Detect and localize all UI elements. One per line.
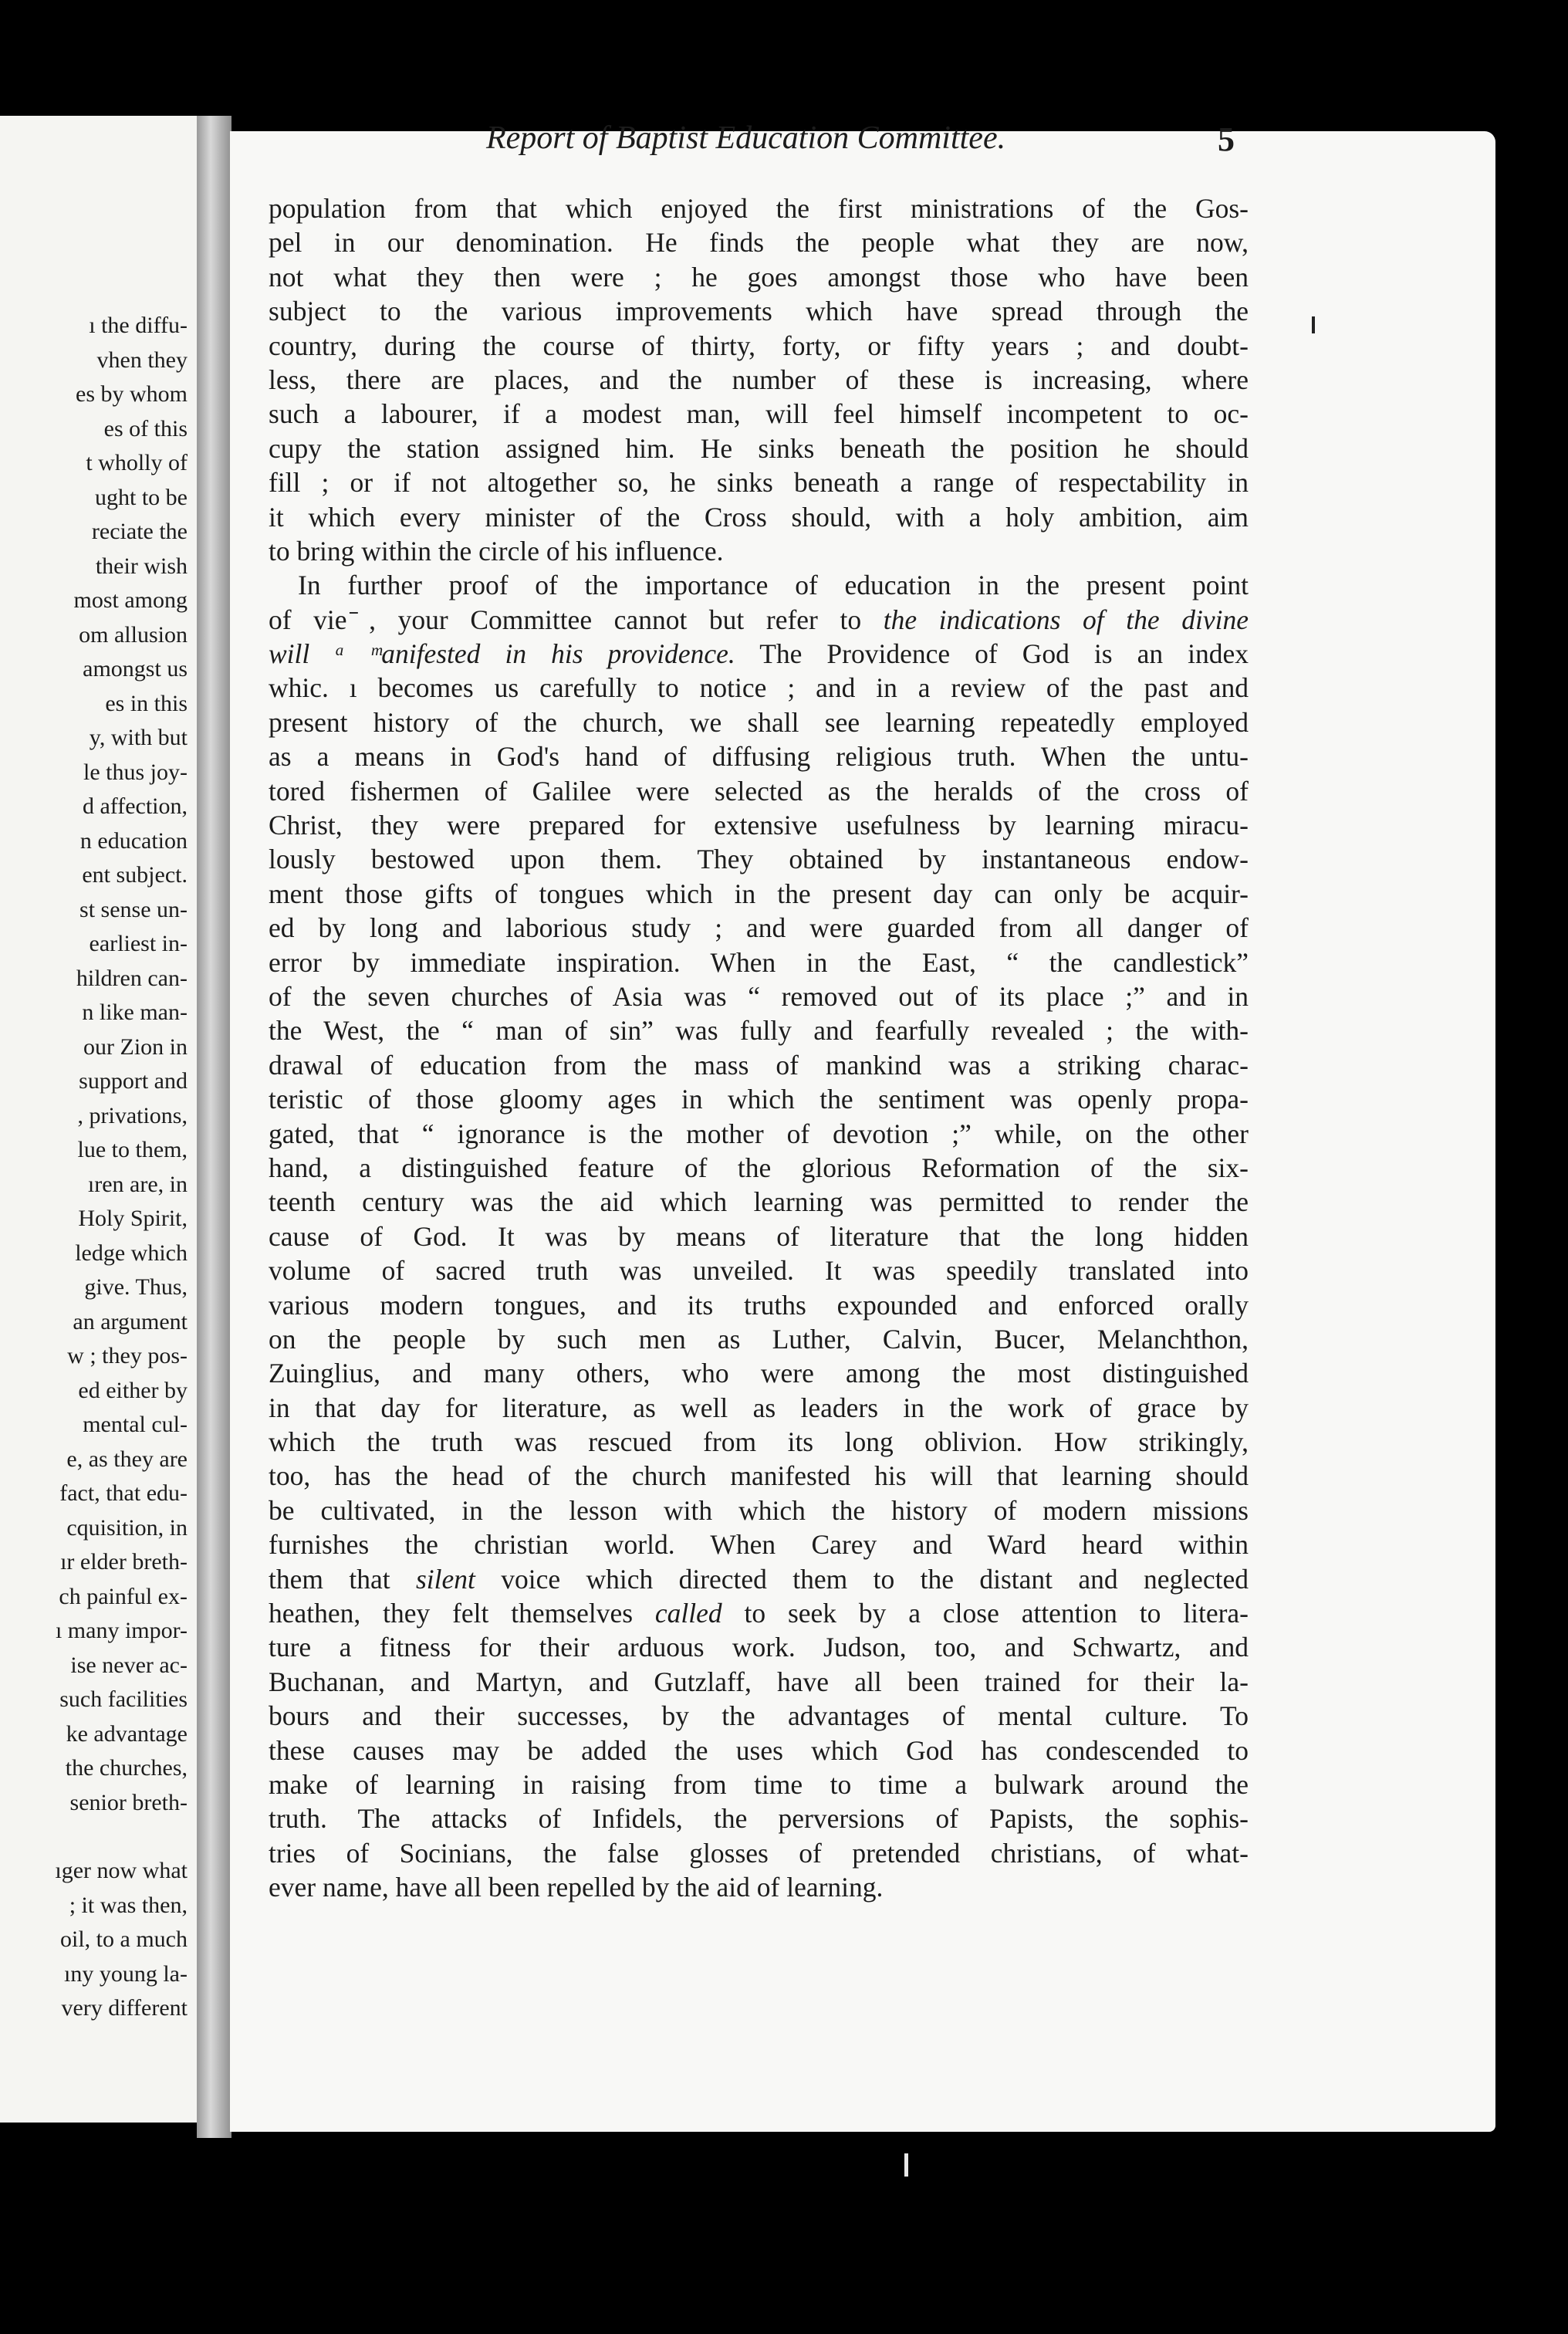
text-line: error by immediate inspiration. When in the East, “ the candlestick”	[269, 946, 1249, 978]
facing-page-line: vhen they	[96, 347, 188, 373]
text-line	[269, 1596, 1249, 1630]
text-line: furnishes the christian world. When Carey and Ward heard within	[269, 1529, 1249, 1561]
running-head	[255, 120, 1235, 166]
text-line: gated, that “ ignorance is the mother of devotion ;” while, on the other	[269, 1118, 1249, 1149]
text-line: be cultivated, in the lesson with which the history of modern missions	[269, 1494, 1249, 1526]
text-line: drawal of education from the mass of mankind was a striking charac-	[269, 1049, 1249, 1081]
text-line: these causes may be added the uses which God has condescended to	[269, 1734, 1249, 1766]
text-run: The Providence of God is an index	[735, 638, 1249, 670]
facing-page-line: ch painful ex-	[59, 1583, 188, 1609]
facing-page-line: w ; they pos-	[67, 1343, 188, 1368]
page-number: 5	[1218, 120, 1235, 158]
text-line: ed by long and laborious study ; and were guarded from all danger of	[269, 912, 1249, 944]
text-line: such a labourer, if a modest man, will feel himself incompetent to oc-	[269, 398, 1249, 430]
facing-page-line: reciate the	[91, 519, 188, 544]
text-line	[269, 637, 1249, 671]
facing-page-line: ledge which	[75, 1240, 188, 1266]
facing-page-line: le thus joy-	[83, 759, 188, 785]
text-run: them that	[269, 1563, 416, 1595]
facing-page-line: earliest in-	[89, 931, 188, 956]
text-line: the West, the “ man of sin” was fully and fearfully revealed ; the with-	[269, 1015, 1249, 1047]
italic-run: called	[654, 1598, 722, 1629]
facing-page-line: mental cul-	[83, 1412, 188, 1437]
facing-page-line: such facilities	[59, 1686, 188, 1712]
text-run: voice which directed them to the distant and neglected	[475, 1563, 1249, 1595]
facing-page-line: hildren can-	[76, 965, 188, 991]
text-line: subject to the various improvements which have spread through the	[269, 296, 1249, 327]
text-line: tries of Socinians, the false glosses of pretended christians, of what-	[269, 1837, 1249, 1869]
text-line: cause of God. It was by means of literature that the long hidden	[269, 1220, 1249, 1252]
text-line	[269, 603, 1249, 637]
facing-page-line: ıren are, in	[87, 1171, 188, 1197]
text-line: population from that which enjoyed the first ministrations of the Gos-	[269, 193, 1249, 224]
running-title: Report of Baptist Education Committee.	[486, 120, 1006, 156]
facing-page-line: fact, that edu-	[59, 1480, 188, 1506]
text-line: whic. ı becomes us carefully to notice ; and in a review of the past and	[269, 672, 1249, 704]
text-line: fill ; or if not altogether so, he sinks beneath a range of respectability in	[269, 467, 1249, 499]
text-line: make of learning in raising from time to time a bulwark around the	[269, 1768, 1249, 1800]
facing-page-line: our Zion in	[83, 1033, 188, 1060]
text-run: of vie ̄, your Committee cannot but refer to	[269, 604, 884, 635]
text-line: tored fishermen of Galilee were selected as the heralds of the cross of	[269, 775, 1249, 807]
facing-page-line: om allusion	[79, 621, 188, 648]
facing-page-line: oil, to a much	[60, 1926, 188, 1952]
facing-page-line: ke advantage	[66, 1720, 188, 1747]
text-line: hand, a distinguished feature of the glorious Reformation of the six-	[269, 1152, 1249, 1183]
facing-page-line: es in this	[105, 690, 188, 716]
facing-page-line: most among	[73, 587, 188, 613]
facing-page-line: the churches,	[65, 1755, 188, 1781]
text-line: too, has the head of the church manifested his will that learning should	[269, 1460, 1249, 1492]
facing-page-line: n education	[79, 827, 188, 854]
text-line: teristic of those gloomy ages in which the sentiment was openly propa-	[269, 1084, 1249, 1115]
text-line: which the truth was rescued from its long oblivion. How strikingly,	[269, 1426, 1249, 1458]
italic-run: will ᵃ ᵐanifested in his providence.	[269, 638, 735, 670]
facing-page-line: d affection,	[82, 793, 188, 819]
facing-page-line: es by whom	[76, 381, 188, 407]
text-line: volume of sacred truth was unveiled. It was speedily translated into	[269, 1255, 1249, 1287]
facing-page-line: ught to be	[95, 484, 188, 510]
facing-page-line: cquisition, in	[66, 1514, 188, 1541]
facing-page-line: amongst us	[83, 656, 188, 682]
text-line: Buchanan, and Martyn, and Gutzlaff, have all been trained for their la-	[269, 1666, 1249, 1697]
facing-page-line: give. Thus,	[84, 1274, 188, 1300]
text-run: to seek by a close attention to litera-	[721, 1598, 1249, 1629]
text-line: on the people by such men as Luther, Calvin, Bucer, Melanchthon,	[269, 1323, 1249, 1355]
facing-page-line: an argument	[73, 1308, 188, 1334]
facing-page-line: lue to them,	[77, 1137, 188, 1162]
text-line: Christ, they were prepared for extensive usefulness by learning miracu-	[269, 810, 1249, 841]
text-line: various modern tongues, and its truths expounded and enforced orally	[269, 1289, 1249, 1321]
facing-page-line: ent subject.	[82, 862, 188, 888]
facing-page-line: t wholly of	[86, 450, 188, 475]
facing-page-line: their wish	[95, 553, 188, 579]
facing-page-line: ; it was then,	[69, 1892, 188, 1918]
facing-page-line: senior breth-	[69, 1789, 188, 1815]
facing-page-line: Holy Spirit,	[78, 1206, 188, 1231]
text-line: bours and their successes, by the advantages of mental culture. To	[269, 1700, 1249, 1732]
text-line: as a means in God's hand of diffusing religious truth. When the untu-	[269, 741, 1249, 773]
facing-page-line: ıny young la-	[64, 1960, 188, 1987]
facing-page	[0, 116, 197, 2123]
italic-run: the indications of the divine	[883, 604, 1249, 635]
text-line: pel in our denomination. He finds the people what they are now,	[269, 227, 1249, 259]
facing-page-line: ed either by	[78, 1377, 188, 1403]
text-line: ture a fitness for their arduous work. Judson, too, and Schwartz, and	[269, 1632, 1249, 1663]
text-line: In further proof of the importance of education in the present point	[298, 570, 1249, 601]
text-line: present history of the church, we shall see learning repeatedly employed	[269, 706, 1249, 738]
text-line: ment those gifts of tongues which in the present day can only be acquir-	[269, 878, 1249, 909]
margin-mark	[1312, 316, 1315, 333]
facing-page-line: y, with but	[89, 725, 188, 750]
book-gutter	[197, 116, 231, 2138]
text-line: country, during the course of thirty, forty, or fifty years ; and doubt-	[269, 330, 1249, 361]
facing-page-line: e, as they are	[66, 1446, 188, 1472]
text-line: of the seven churches of Asia was “ removed out of its place ;” and in	[269, 980, 1249, 1012]
facing-page-line: n like man-	[82, 1000, 188, 1025]
text-line: to bring within the circle of his influence.	[269, 535, 724, 567]
text-line: truth. The attacks of Infidels, the perversions of Papists, the sophis-	[269, 1803, 1249, 1835]
italic-run: silent	[415, 1563, 475, 1595]
text-run: heathen, they felt themselves	[269, 1598, 655, 1629]
text-line: ever name, have all been repelled by the aid of learning.	[269, 1872, 884, 1903]
scan-mark	[904, 2153, 908, 2177]
facing-page-line: ı the diffu-	[89, 313, 188, 338]
text-line: it which every minister of the Cross should, with a holy ambition, aim	[269, 501, 1249, 533]
text-line	[269, 1562, 1249, 1596]
facing-page-line: es of this	[103, 415, 188, 441]
facing-page-line: ı many impor-	[55, 1618, 188, 1643]
facing-page-line: ıger now what	[55, 1858, 188, 1883]
facing-page-text	[0, 309, 188, 2026]
facing-page-line: ise never ac-	[70, 1652, 188, 1678]
text-line: lously bestowed upon them. They obtained by instantaneous endow-	[269, 844, 1249, 875]
body-text	[269, 191, 1249, 1905]
text-line: less, there are places, and the number of these is increasing, where	[269, 364, 1249, 395]
facing-page-line: st sense un-	[79, 896, 188, 922]
text-line: Zuinglius, and many others, who were among the most distinguished	[269, 1358, 1249, 1389]
text-line: teenth century was the aid which learning was permitted to render the	[269, 1186, 1249, 1218]
facing-page-gap	[0, 1820, 188, 1854]
text-line: in that day for literature, as well as leaders in the work of grace by	[269, 1392, 1249, 1423]
text-line: not what they then were ; he goes amongst those who have been	[269, 261, 1249, 293]
facing-page-line: very different	[61, 1995, 188, 2021]
facing-page-line: , privations,	[77, 1102, 188, 1128]
facing-page-line: ır elder breth-	[60, 1549, 188, 1575]
text-line: cupy the station assigned him. He sinks beneath the position he should	[269, 432, 1249, 464]
facing-page-line: support and	[79, 1068, 188, 1094]
